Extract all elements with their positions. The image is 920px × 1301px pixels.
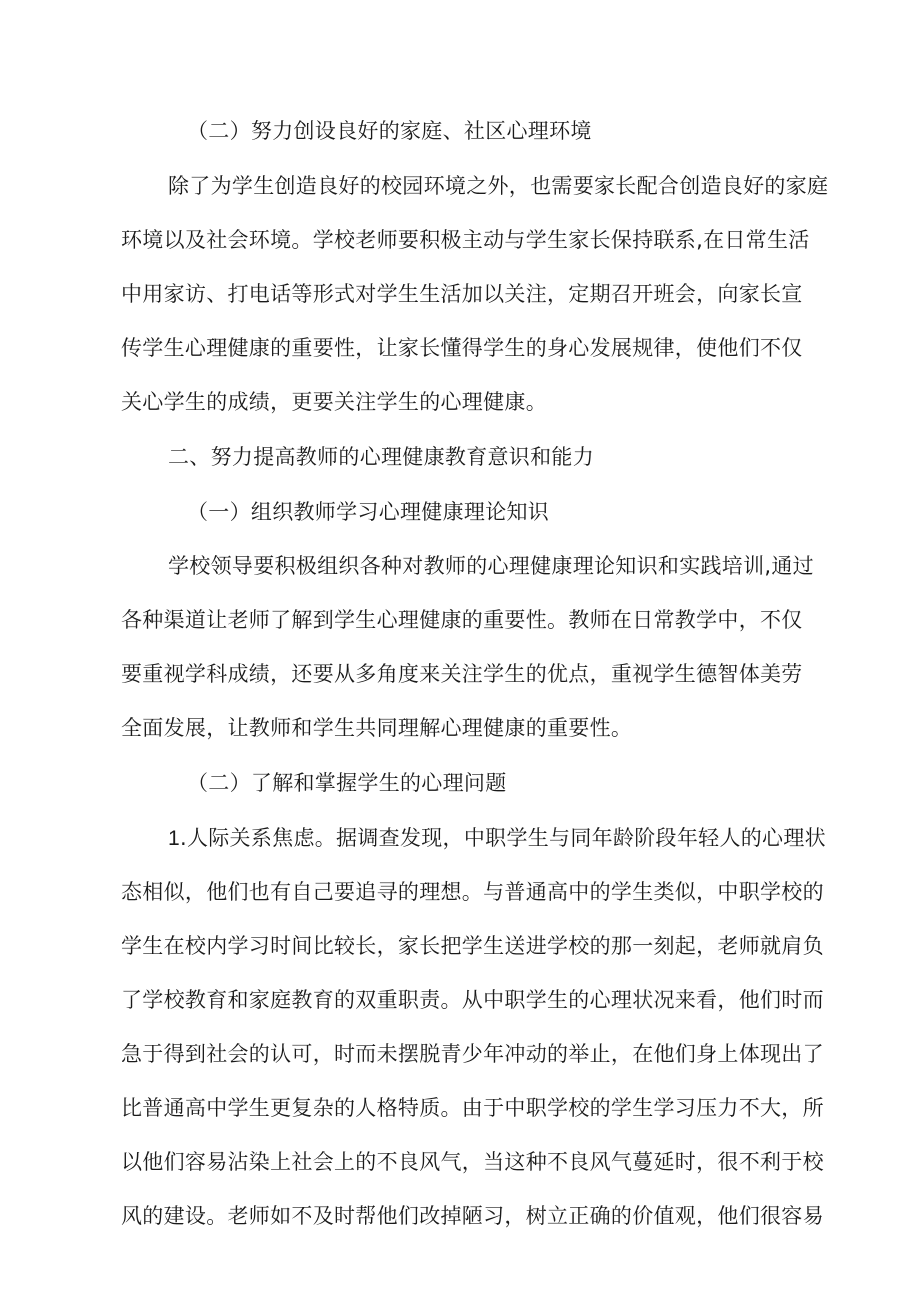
paragraph-line: 了学校教育和家庭教育的双重职责。从中职学生的心理状况来看，他们时而 [121, 988, 824, 1012]
section-heading-teacher-learning: （一）组织教师学习心理健康理论知识 [187, 500, 550, 524]
paragraph-line: 各种渠道让老师了解到学生心理健康的重要性。教师在日常教学中，不仅 [121, 608, 803, 632]
part-heading-teacher-awareness: 二、努力提高教师的心理健康教育意识和能力 [168, 445, 594, 469]
section-heading-student-problems: （二）了解和掌握学生的心理问题 [187, 771, 507, 795]
paragraph-line: 风的建设。老师如不及时帮他们改掉陋习，树立正确的价值观，他们很容易 [121, 1204, 824, 1228]
paragraph-line: 传学生心理健康的重要性，让家长懂得学生的身心发展规律，使他们不仅 [121, 336, 803, 360]
paragraph-line: 要重视学科成绩，还要从多角度来关注学生的优点，重视学生德智体美劳 [121, 662, 803, 686]
list-item-number: 1 [168, 827, 180, 850]
paragraph-line: 以他们容易沾染上社会上的不良风气，当这种不良风气蔓延时，很不利于校 [121, 1150, 824, 1174]
paragraph-line: 急于得到社会的认可，时而未摆脱青少年冲动的举止，在他们身上体现出了 [121, 1042, 824, 1066]
paragraph-line: 全面发展，让教师和学生共同理解心理健康的重要性。 [121, 716, 633, 740]
paragraph-line: 关心学生的成绩，更要关注学生的心理健康。 [121, 390, 547, 414]
list-item-first-line [168, 824, 826, 853]
paragraph-line: 除了为学生创造良好的校园环境之外，也需要家长配合创造良好的家庭 [168, 174, 829, 198]
paragraph-line: 态相似，他们也有自己要追寻的理想。与普通高中的学生类似，中职学校的 [121, 880, 824, 904]
paragraph-line: 学校领导要积极组织各种对教师的心理健康理论知识和实践培训,通过 [168, 554, 814, 578]
paragraph-line: 环境以及社会环境。学校老师要积极主动与学生家长保持联系,在日常生活 [121, 228, 810, 252]
paragraph-line: 学生在校内学习时间比较长，家长把学生送进学校的那一刻起，老师就肩负 [121, 934, 824, 958]
list-item-text: .人际关系焦虑。据调查发现，中职学生与同年龄阶段年轻人的心理状 [179, 826, 826, 850]
section-heading-family-community: （二）努力创设良好的家庭、社区心理环境 [187, 119, 592, 143]
paragraph-line: 中用家访、打电话等形式对学生生活加以关注，定期召开班会，向家长宣 [121, 282, 803, 306]
paragraph-line: 比普通高中学生更复杂的人格特质。由于中职学校的学生学习压力不大，所 [121, 1096, 824, 1120]
